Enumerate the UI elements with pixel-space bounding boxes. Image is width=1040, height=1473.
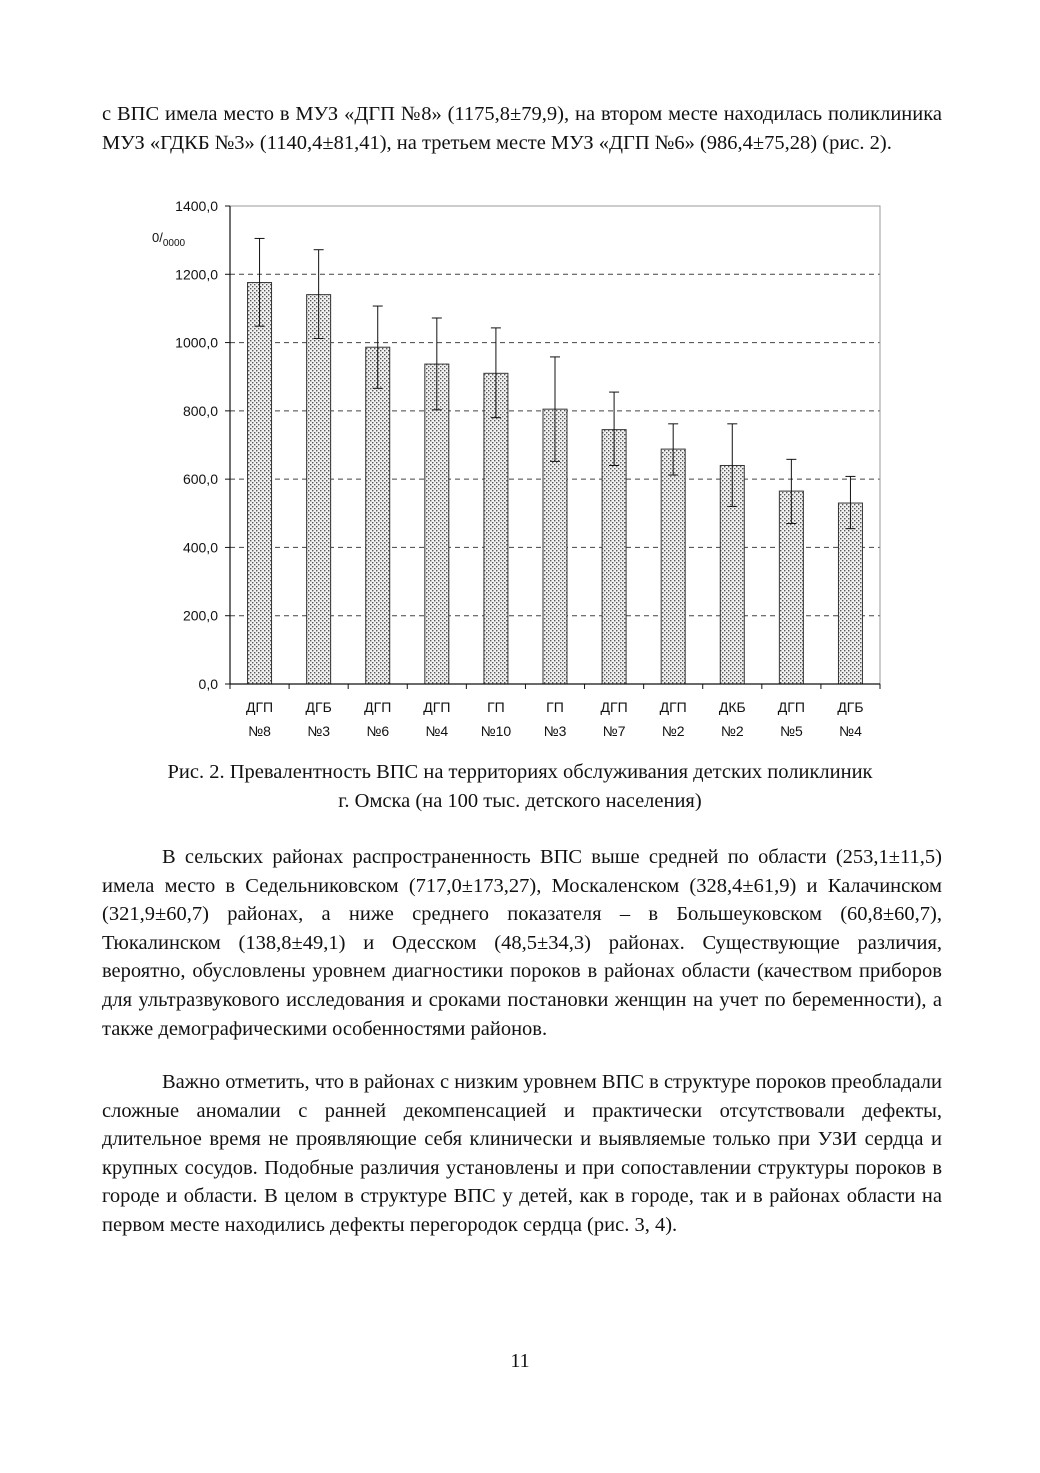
figure-caption [80, 758, 960, 815]
y-tick-label: 1400,0 [175, 198, 218, 214]
bar-chart [130, 192, 890, 747]
bar [661, 449, 685, 684]
tick-labels [175, 198, 863, 739]
bar [366, 347, 390, 684]
x-tick-label-bottom: №3 [543, 723, 567, 739]
page-number: 11 [510, 1350, 530, 1372]
bar [484, 373, 508, 684]
bar [838, 503, 862, 684]
x-tick-label-bottom: №4 [839, 723, 862, 739]
paragraph-intro: с ВПС имела место в МУЗ «ДГП №8» (1175,8±79,9), на втором месте находилась поликлиника МУЗ «ГДКБ №3» (1140,4±81,41), на третьем месте МУЗ «ДГП №6» (986,4±75,28) (рис. 2). [102, 103, 942, 154]
x-tick-label-top: ДГП [423, 699, 451, 715]
x-tick-label-top: ДГП [600, 699, 628, 715]
y-tick-label: 0,0 [198, 676, 218, 692]
x-tick-label-bottom: №5 [779, 723, 803, 739]
y-tick-label: 200,0 [182, 607, 218, 624]
y-tick-label: 800,0 [182, 402, 218, 419]
x-tick-label-top: ДГП [777, 699, 805, 715]
x-tick-label-top: ДГП [364, 699, 392, 715]
caption-line-1: Рис. 2. Превалентность ВПС на территориях обслуживания детских поликлиник [167, 761, 873, 783]
x-tick-label-top: ГП [487, 699, 505, 715]
x-tick-label-bottom: №7 [602, 723, 626, 739]
y-tick-label: 600,0 [182, 471, 218, 488]
x-tick-label-top: ДГБ [837, 699, 864, 715]
x-tick-label-top: ГП [546, 699, 564, 715]
bar [248, 283, 272, 684]
y-tick-label: 1200,0 [175, 266, 218, 283]
caption-line-2: г. Омска (на 100 тыс. детского населения) [338, 789, 702, 812]
x-tick-label-bottom: №3 [307, 723, 331, 739]
x-tick-label-top: ДГП [659, 699, 687, 715]
x-tick-label-top: ДКБ [718, 699, 746, 715]
x-tick-label-top: ДГБ [305, 699, 332, 715]
bar [307, 295, 331, 684]
paragraph-structure: Важно отметить, что в районах с низким уровнем ВПС в структуре пороков преобладали сложные аномалии с ранней декомпенсацией и практически отсутствовали дефекты, длительное время не проявляющие себя клинически и выявляемые только при УЗИ сердца и крупных сосудов. Подобные различия установлены и при сопоставлении структуры пороков в городе и области. В целом в структуре ВПС у детей, как в городе, так и в районах области на первом месте находились дефекты перегородок сердца (рис. 3, 4). [102, 1071, 943, 1236]
bar [602, 430, 626, 684]
x-tick-label-bottom: №4 [425, 723, 449, 739]
paragraph-rural: В сельских районах распространенность ВПС выше средней по области (253,1±11,5) имела место в Седельниковском (717,0±173,27), Москаленском (328,4±61,9) и Калачинском (321,9±60,7) районах, а ниже среднего показателя – в Большеуковском (60,8±60,7), Тюкалинском (138,8±49,1) и Одесском (48,5±34,3) районах. Существующие различия, вероятно, обусловлены уровнем диагностики пороков в районах области (качеством приборов для ультразвукового исследования и сроками постановки женщин на учет по беременности), а также демографическими особенностями районов. [102, 846, 942, 1040]
y-tick-label: 400,0 [182, 539, 218, 556]
x-tick-label-bottom: №8 [248, 723, 271, 739]
x-tick-label-top: ДГП [245, 699, 274, 715]
x-tick-label-bottom: №6 [366, 723, 390, 739]
y-tick-label: 1000,0 [175, 334, 218, 351]
x-tick-label-bottom: №2 [661, 723, 685, 739]
y-unit-label: $0/_{0000}$ [152, 230, 186, 249]
bar [425, 364, 449, 684]
x-tick-label-bottom: №10 [480, 723, 512, 739]
x-tick-label-bottom: №2 [720, 723, 744, 739]
